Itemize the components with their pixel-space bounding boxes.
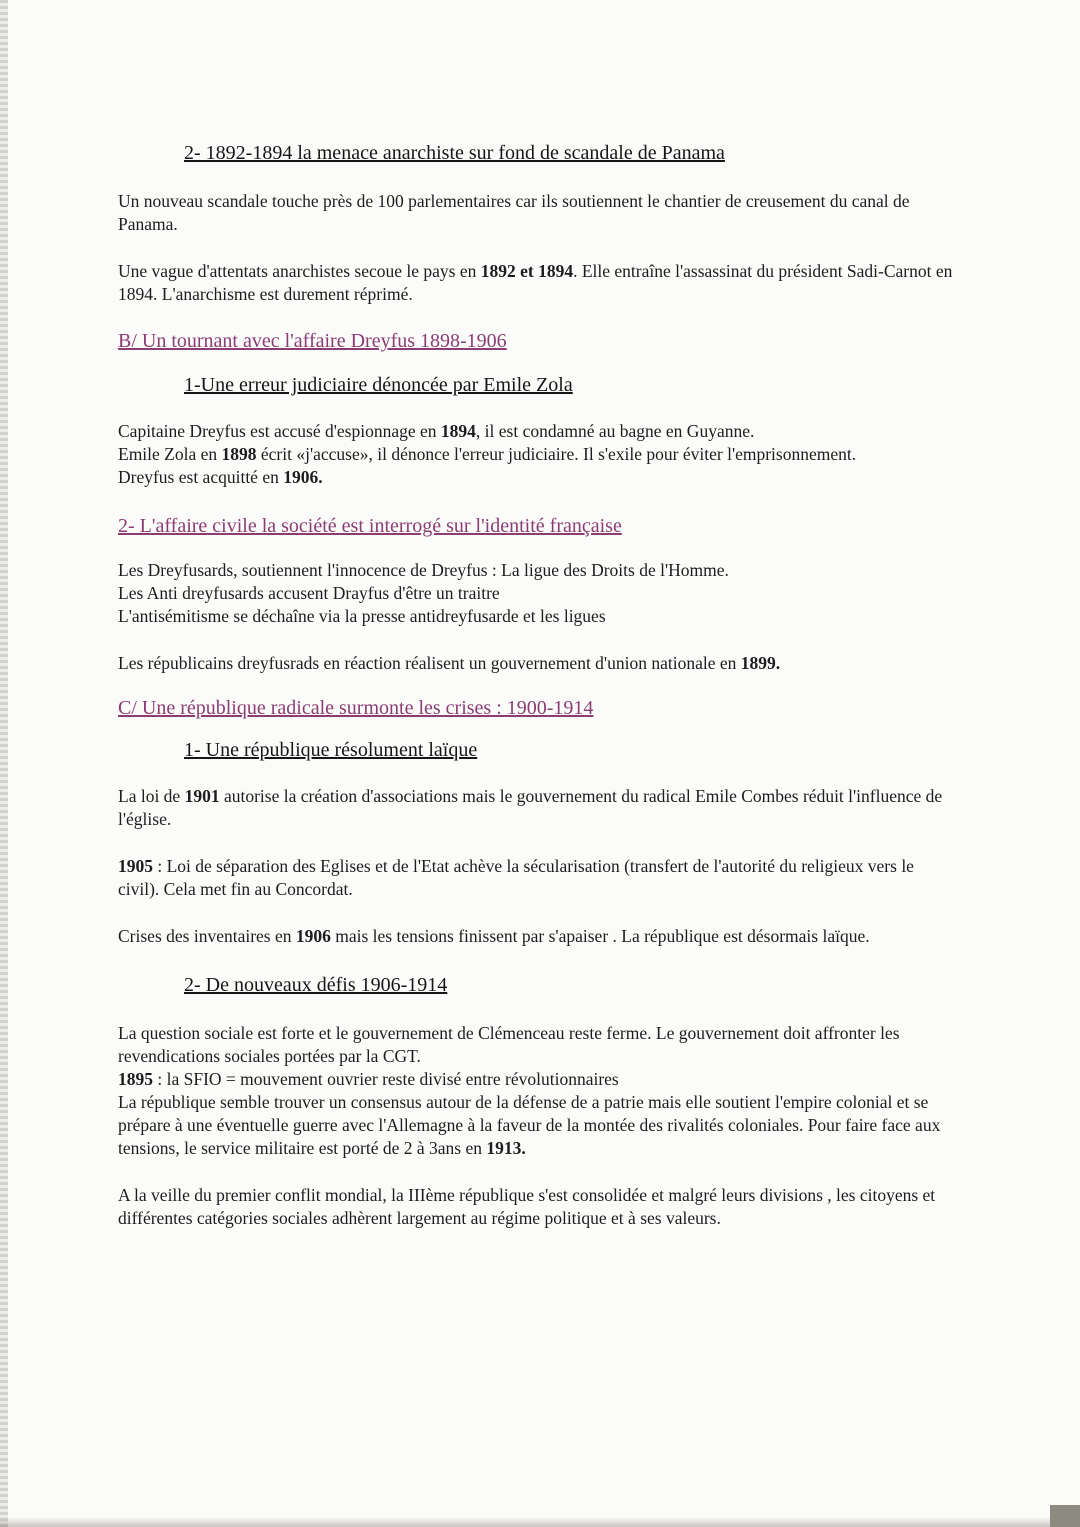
text-line: Les Dreyfusards, soutiennent l'innocence de Dreyfus : La ligue des Droits de l'Homme. <box>118 560 729 580</box>
paragraph-dreyfus-trial <box>118 420 958 489</box>
paragraph-conclusion: A la veille du premier conflit mondial, la IIIème république s'est consolidée et malgré leurs divisions , les citoyens et différentes catégories sociales adhèrent largement au régime politique et à ses valeurs. <box>118 1185 936 1228</box>
text-span: : Loi de séparation des Eglises et de l'Etat achève la sécularisation (transfert de l'autorité du religieux vers le civil). Cela met fin au Concordat. <box>118 856 914 899</box>
subheading-judicial-error: 1-Une erreur judiciaire dénoncée par Emile Zola <box>184 374 573 396</box>
text-span: : la SFIO = mouvement ouvrier reste divisé entre révolutionnaires <box>153 1069 619 1089</box>
page-binding-edge <box>0 0 8 1527</box>
section-heading-civil-affair: 2- L'affaire civile la société est interrogé sur l'identité française <box>118 515 622 537</box>
bold-span: 1892 et 1894 <box>480 261 574 281</box>
text-span: La république semble trouver un consensus autour de la défense de a patrie mais elle soutient l'empire colonial et se prépare à une éventuelle guerre avec l'Allemagne à la faveur de la montée des rivalités coloniales. Pour faire face aux tensions, le service militaire est porté de 2 à 3ans en <box>118 1092 941 1158</box>
text-span: mais les tensions finissent par s'apaiser . La république est désormais laïque. <box>330 926 870 946</box>
subheading-anarchist-threat: 2- 1892-1894 la menace anarchiste sur fond de scandale de Panama <box>184 142 725 164</box>
section-heading-dreyfus: B/ Un tournant avec l'affaire Dreyfus 1898-1906 <box>118 330 507 352</box>
page-bottom-shadow <box>0 1517 1080 1527</box>
text-line: L'antisémitisme se déchaîne via la presse antidreyfusarde et les ligues <box>118 606 606 626</box>
bold-span: 1905 <box>118 856 153 876</box>
text-span: Les républicains dreyfusrads en réaction réalisent un gouvernement d'union nationale en <box>118 653 741 673</box>
text-span: Dreyfus est acquitté en <box>118 467 284 487</box>
text-span: Capitaine Dreyfus est accusé d'espionnage en <box>118 421 441 441</box>
text-line: Les Anti dreyfusards accusent Drayfus d'être un traitre <box>118 583 500 603</box>
text-span: autorise la création d'associations mais le gouvernement du radical Emile Combes réduit l'influence de l'église. <box>118 786 943 829</box>
bold-span: 1894 <box>440 421 476 441</box>
bold-span: 1898 <box>221 444 257 464</box>
paragraph-inventories-crisis <box>118 925 958 948</box>
paragraph-social-question <box>118 1022 958 1160</box>
bold-span: 1901 <box>184 786 220 806</box>
bold-span: 1895 <box>118 1069 153 1089</box>
document-content <box>118 140 958 1230</box>
text-span: écrit «j'accuse», il dénonce l'erreur judiciaire. Il s'exile pour éviter l'emprisonnement. <box>256 444 857 464</box>
paragraph-national-union <box>118 652 958 675</box>
bold-span: 1906 <box>295 926 331 946</box>
paragraph-dreyfusards <box>118 559 958 628</box>
text-span: La question sociale est forte et le gouvernement de Clémenceau reste ferme. Le gouvernement doit affronter les revendications sociales portées par la CGT. <box>118 1023 900 1066</box>
text-span: Crises des inventaires en <box>118 926 296 946</box>
text-span: Une vague d'attentats anarchistes secoue le pays en <box>118 261 481 281</box>
bold-span: 1906. <box>283 467 323 487</box>
section-heading-radical-republic: C/ Une république radicale surmonte les crises : 1900-1914 <box>118 697 594 719</box>
text-span: . Elle entraîne l'assassinat du président Sadi-Carnot en 1894. L'anarchisme est durement réprimé. <box>118 261 953 304</box>
scan-corner-mark <box>1050 1505 1080 1527</box>
bold-span: 1913. <box>486 1138 526 1158</box>
text-span: , il est condamné au bagne en Guyanne. <box>475 421 755 441</box>
text-span: Emile Zola en <box>118 444 222 464</box>
paragraph-law-1901 <box>118 785 958 831</box>
bold-span: 1899. <box>740 653 781 673</box>
subheading-new-challenges: 2- De nouveaux défis 1906-1914 <box>184 974 448 996</box>
paragraph-anarchist-attacks <box>118 260 958 306</box>
paragraph-panama-scandal: Un nouveau scandale touche près de 100 parlementaires car ils soutiennent le chantier de creusement du canal de Panama. <box>118 191 910 234</box>
subheading-secular-republic: 1- Une république résolument laïque <box>184 739 478 761</box>
text-span: La loi de <box>118 786 185 806</box>
paragraph-law-1905 <box>118 855 958 901</box>
